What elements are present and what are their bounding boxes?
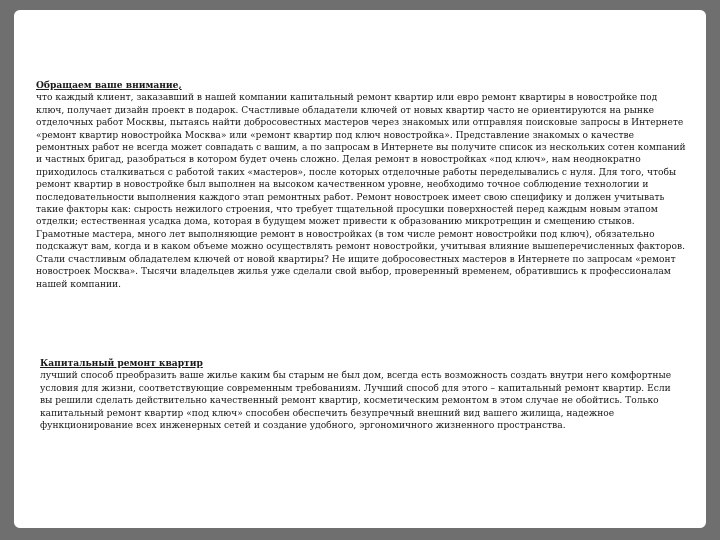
capital-repair-paragraph: лучший способ преобразить ваше жилье каким бы старым не был дом, всегда есть возможность создать внутри него комфортные условия для жизни, соответствующие современным требованиям. Лучший способ для этого – капитальный ремонт квартир. Если вы решили сделать действительно качественный ремонт квартир, косметическим ремонтом в этом случае не обойтись. Только капитальный ремонт квартир «под ключ» способен обеспечить безупречный внешний вид вашего жилища, надежное функционирование всех инженерных сетей и создание удобного, эргономичного жизненного пространства. bbox=[40, 371, 672, 432]
notice-paragraph: что каждый клиент, заказавший в нашей компании капитальный ремонт квартир или евро ремонт квартиры в новостройке под ключ, получает дизайн проект в подарок. Счастливые обладатели ключей от новых квартир часто не ориентируются на рынке отделочных работ Москвы, пытаясь найти добросовестных мастеров через знакомых или отправляя поисковые запросы в Интернете «ремонт квартир новостройка Москва» или «ремонт квартир под ключ новостройка». Представление знакомых о качестве ремонтных работ не всегда может совпадать с вашим, а по запросам в Интернете вы получите список из нескольких сотен компаний и частных бригад, разобраться в котором будет очень сложно. Делая ремонт в новостройках «под ключ», нам неоднократно приходилось сталкиваться с работой таких «мастеров», после которых отделочные работы переделывались с нуля. Для того, чтобы ремонт квартир в новостройке был выполнен на высоком качественном уровне, необходимо точное соблюдение технологии и последовательности выполнения каждого этап ремонтных работ. Ремонт новостроек имеет свою специфику и должен учитывать такие факторы как: сырость нежилого строения, что требует тщательной просушки поверхностей перед каждым новым этапом отделки; естественная усадка дома, которая в будущем может привести к образованию микротрещин и смещению стыков. Грамотные мастера, много лет выполняющие ремонт в новостройках (в том числе ремонт новостройки под ключ), обязательно подскажут вам, когда и в каком объеме можно осуществлять ремонт новостройки, учитывая влияние вышеперечисленных факторов. Стали счастливым обладателем ключей от новой квартиры? Не ищите добросовестных мастеров в Интернете по запросам «ремонт новостроек Москва». Тысячи владельцев жилья уже сделали свой выбор, проверенный временем, обратившись к профессионалам нашей компании. bbox=[36, 93, 686, 290]
notice-heading: Обращаем ваше внимание, bbox=[36, 80, 182, 91]
capital-repair-heading: Капитальный ремонт квартир bbox=[40, 358, 203, 369]
slide-page bbox=[14, 10, 706, 528]
section-notice bbox=[36, 80, 686, 291]
section-capital-repair bbox=[40, 358, 680, 432]
